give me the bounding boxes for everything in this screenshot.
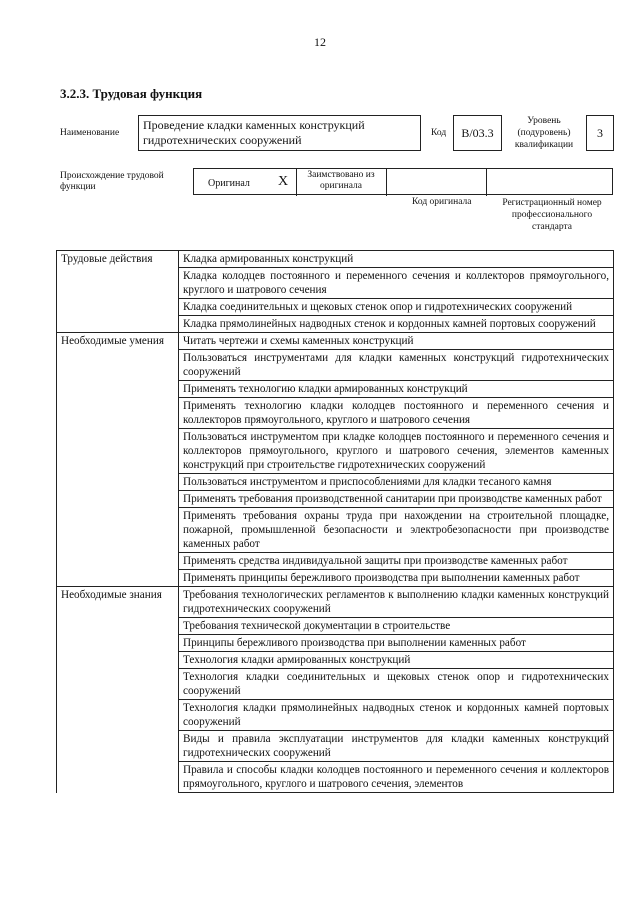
table-item: Кладка соединительных и щековых стенок опор и гидротехнических сооружений	[179, 299, 614, 316]
table-row	[57, 635, 614, 652]
original-mark: X	[278, 174, 289, 189]
section-title: Трудовые действия	[57, 251, 179, 268]
table-item: Кладка прямолинейных надводных стенок и кордонных камней портовых сооружений	[179, 316, 614, 333]
table-row	[57, 251, 614, 268]
table-row	[57, 669, 614, 700]
section-title	[57, 398, 179, 429]
table-item: Пользоваться инструментом и приспособлениями для кладки тесаного камня	[179, 474, 614, 491]
code-label: Код	[431, 128, 447, 138]
table-row	[57, 700, 614, 731]
table-item: Принципы бережливого производства при выполнении каменных работ	[179, 635, 614, 652]
table-row	[57, 553, 614, 570]
table-row	[57, 299, 614, 316]
table-row	[57, 731, 614, 762]
table-row	[57, 316, 614, 333]
level-value: 3	[586, 115, 614, 151]
section-title	[57, 429, 179, 474]
section-title	[57, 350, 179, 381]
code-value: В/03.3	[453, 115, 502, 151]
section-title	[57, 669, 179, 700]
section-title: Необходимые умения	[57, 333, 179, 350]
page-number: 12	[314, 35, 326, 49]
table-item: Применять средства индивидуальной защиты при производстве каменных работ	[179, 553, 614, 570]
section-title	[57, 381, 179, 398]
table-item: Технология кладки прямолинейных надводных стенок и кордонных камней портовых сооружений	[179, 700, 614, 731]
level-label: Уровень (подуровень) квалификации	[514, 116, 574, 150]
section-title: Необходимые знания	[57, 587, 179, 618]
table-row	[57, 333, 614, 350]
reg-number-cell	[487, 169, 612, 196]
name-label: Наименование	[60, 128, 120, 138]
table-item: Применять требования охраны труда при нахождении на строительной площадке, пожарной, промышленной безопасности и электробезопасности при производстве каменных работ	[179, 508, 614, 553]
table-item: Применять принципы бережливого производства при выполнении каменных работ	[179, 570, 614, 587]
section-title	[57, 474, 179, 491]
section-title	[57, 316, 179, 333]
table-item: Пользоваться инструментами для кладки каменных конструкций гидротехнических сооружений	[179, 350, 614, 381]
section-title	[57, 508, 179, 553]
table-item: Применять технологию кладки армированных конструкций	[179, 381, 614, 398]
section-title	[57, 652, 179, 669]
reg-number-label: Регистрационный номер профессионального стандарта	[502, 198, 602, 232]
table-item: Читать чертежи и схемы каменных конструкций	[179, 333, 614, 350]
table-item: Кладка колодцев постоянного и переменного сечения и коллекторов прямоугольного, круглого и шатрового сечения	[179, 268, 614, 299]
table-row	[57, 762, 614, 793]
table-row	[57, 398, 614, 429]
table-item: Применять технологию кладки колодцев постоянного и переменного сечения и коллекторов прямоугольного, круглого и шатрового сечения	[179, 398, 614, 429]
section-heading: 3.2.3. Трудовая функция	[60, 86, 203, 101]
borrowed-label: Заимствовано из оригинала	[307, 170, 375, 191]
origin-row	[193, 168, 613, 195]
name-value: Проведение кладки каменных конструкций гидротехнических сооружений	[138, 115, 421, 151]
table-item: Виды и правила эксплуатации инструментов для кладки каменных конструкций гидротехнических сооружений	[179, 731, 614, 762]
table-row	[57, 618, 614, 635]
section-title	[57, 491, 179, 508]
section-title	[57, 731, 179, 762]
table-row	[57, 587, 614, 618]
table-item: Применять требования производственной санитарии при производстве каменных работ	[179, 491, 614, 508]
table-row	[57, 570, 614, 587]
table-item: Кладка армированных конструкций	[179, 251, 614, 268]
section-title	[57, 618, 179, 635]
section-title	[57, 762, 179, 793]
table-row	[57, 652, 614, 669]
table-row	[57, 429, 614, 474]
table-item: Требования технологических регламентов к выполнению кладки каменных конструкций гидротехнических сооружений	[179, 587, 614, 618]
table-row	[57, 491, 614, 508]
original-code-cell	[387, 169, 487, 196]
function-table	[56, 250, 614, 793]
original-cell	[194, 169, 297, 196]
section-title	[57, 635, 179, 652]
original-label: Оригинал	[208, 178, 250, 189]
original-code-label: Код оригинала	[412, 197, 472, 207]
table-item: Технология кладки армированных конструкций	[179, 652, 614, 669]
table-item: Правила и способы кладки колодцев постоянного и переменного сечения и коллекторов прямоугольного, круглого и шатрового сечения, элементов	[179, 762, 614, 793]
section-title	[57, 299, 179, 316]
section-title	[57, 570, 179, 587]
section-title	[57, 268, 179, 299]
table-item: Пользоваться инструментом при кладке колодцев постоянного и переменного сечения и коллекторов прямоугольного, круглого и шатрового сечения, элементов каменных конструкций при строительстве гидротехнических сооружений	[179, 429, 614, 474]
table-row	[57, 508, 614, 553]
table-item: Технология кладки соединительных и щековых стенок опор и гидротехнических сооружений	[179, 669, 614, 700]
section-title	[57, 553, 179, 570]
table-item: Требования технической документации в строительстве	[179, 618, 614, 635]
borrowed-cell	[297, 169, 387, 196]
table-row	[57, 350, 614, 381]
table-row	[57, 474, 614, 491]
table-row	[57, 381, 614, 398]
table-row	[57, 268, 614, 299]
section-title	[57, 700, 179, 731]
origin-label: Происхождение трудовой функции	[60, 171, 164, 192]
